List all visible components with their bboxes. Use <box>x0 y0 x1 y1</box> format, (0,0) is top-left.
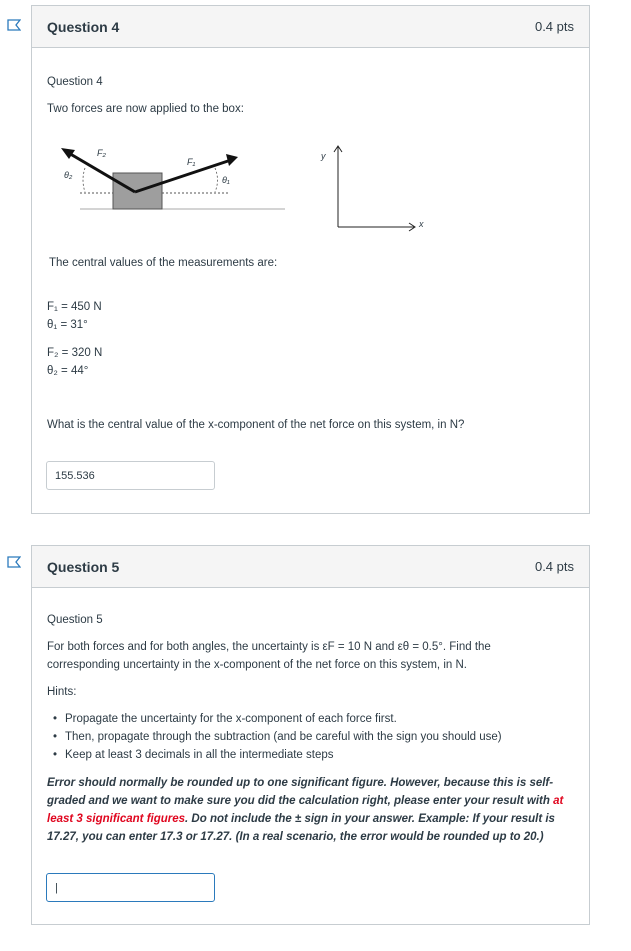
question-5-subtitle: Question 5 <box>47 614 103 626</box>
coordinate-axes <box>330 143 430 233</box>
note-part2: . Do not include the ± sign in your answer. Example: If your result is 17.27, you can enter 17.3 or 17.27. (In a real scenario, the error would be rounded up to 20.) <box>47 813 555 843</box>
force-diagram <box>55 140 295 220</box>
note-red-highlight: at least 3 significant figures <box>47 795 564 825</box>
axis-y-label: y <box>321 151 326 161</box>
measurement-f1: F₁ = 450 N <box>47 301 102 313</box>
axis-x-label: x <box>419 219 424 229</box>
significant-figures-note <box>47 774 567 846</box>
bookmark-flag-icon[interactable] <box>7 18 21 32</box>
question-4-title: Question 4 <box>47 18 120 35</box>
force-f1-arrowhead <box>226 154 238 166</box>
force-f2-arrowhead <box>61 148 75 159</box>
question-4-answer-input[interactable] <box>46 461 215 490</box>
hints-label: Hints: <box>47 686 77 698</box>
question-5-title: Question 5 <box>47 558 120 575</box>
hint-item: • Keep at least 3 decimals in all the intermediate steps <box>47 746 502 764</box>
question-4-header <box>32 6 589 48</box>
label-theta1: θ₁ <box>222 175 230 185</box>
force-f2-arrow <box>67 152 135 192</box>
question-4-text: What is the central value of the x-component of the net force on this system, in N? <box>47 419 465 431</box>
measurement-theta2: θ₂ = 44° <box>47 365 89 377</box>
hint-item: • Propagate the uncertainty for the x-component of each force first. <box>47 710 502 728</box>
hint-item: • Then, propagate through the subtraction (and be careful with the sign you should use) <box>47 728 502 746</box>
question-5-header <box>32 546 589 588</box>
label-theta2: θ₂ <box>64 170 73 180</box>
central-values-text: The central values of the measurements are: <box>49 257 278 269</box>
label-f2: F₂ <box>97 148 106 158</box>
question-5-text-line1: For both forces and for both angles, the uncertainty is εF = 10 N and εθ = 0.5°. Find the <box>47 641 491 653</box>
question-4-answer-value: 155.536 <box>55 469 95 482</box>
question-4-points: 0.4 pts <box>534 19 574 34</box>
theta1-arc <box>215 168 218 192</box>
label-f1: F₁ <box>187 157 196 167</box>
question-5-text-line2: corresponding uncertainty in the x-component of the net force on this system, in N. <box>47 659 467 671</box>
theta2-arc <box>83 168 85 192</box>
measurement-theta1: θ₁ = 31° <box>47 319 88 331</box>
question-4-subtitle: Question 4 <box>47 76 103 88</box>
question-4-intro: Two forces are now applied to the box: <box>47 103 244 115</box>
bookmark-flag-icon[interactable] <box>7 555 21 569</box>
question-5-answer-value: | <box>55 881 58 894</box>
question-5-answer-input[interactable] <box>46 873 215 902</box>
measurement-f2: F₂ = 320 N <box>47 347 103 359</box>
question-5-points: 0.4 pts <box>534 559 574 574</box>
hints-list <box>47 710 502 764</box>
note-part1: Error should normally be rounded up to one significant figure. However, because this is self-graded and we want to make sure you did the calculation right, please enter your result with <box>47 777 554 807</box>
